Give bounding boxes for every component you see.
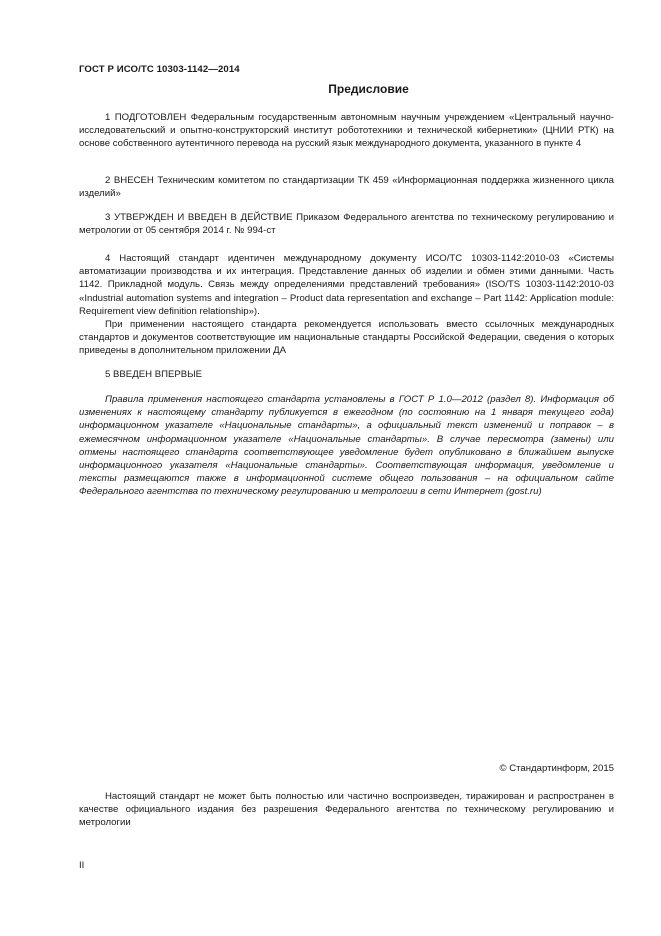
document-code-header: ГОСТ Р ИСО/ТС 10303-1142—2014 <box>79 64 240 75</box>
paragraph-introduced-by: 2 ВНЕСЕН Техническим комитетом по стандартизации ТК 459 «Информационная поддержка жизненного цикла изделий» <box>79 175 614 200</box>
paragraph-application-rules: Правила применения настоящего стандарта установлены в ГОСТ Р 1.0—2012 (раздел 8). Информация об изменениях к настоящему стандарту публикуется в ежегодном (по состоянию на 1 января текущего года) информационном указателе «Национальные стандарты», а официальный текст изменений и поправок – в ежемесячном информационном указателе «Национальные стандарты». В случае пересмотра (замены) или отмены настоящего стандарта соответствующее уведомление будет опубликовано в ближайшем выпуске информационного указателя «Национальные стандарты». Соответствующая информация, уведомление и тексты размещаются также в информационной системе общего пользования – на официальном сайте Федерального агентства по техническому регулированию и метрологии в сети Интернет (gost.ru) <box>79 394 614 498</box>
page-number: II <box>79 860 85 871</box>
paragraph-prepared-by: 1 ПОДГОТОВЛЕН Федеральным государственным автономным научным учреждением «Центральный научно-исследовательский и опытно-конструкторский институт робототехники и технической кибернетики» (ЦНИИ РТК) на основе собственного аутентичного перевода на русский язык международного документа, указанного в пункте 4 <box>79 112 614 150</box>
paragraph-first-introduced: 5 ВВЕДЕН ВПЕРВЫЕ <box>105 369 203 380</box>
paragraph-usage-recommendation: При применении настоящего стандарта рекомендуется использовать вместо ссылочных международных стандартов и документов соответствующие им национальные стандарты Российской Федерации, сведения о которых приведены в дополнительном приложении ДА <box>79 319 614 357</box>
page-title: Предисловие <box>328 82 409 96</box>
page-title-container <box>0 82 661 96</box>
paragraph-approved: 3 УТВЕРЖДЕН И ВВЕДЕН В ДЕЙСТВИЕ Приказом Федерального агентства по техническому регулированию и метрологии от 05 сентября 2014 г. № 994-ст <box>79 212 614 237</box>
paragraph-identical-standard: 4 Настоящий стандарт идентичен международному документу ИСО/ТС 10303-1142:2010-03 «Системы автоматизации производства и их интеграция. Представление данных об изделии и обмен этими данными. Часть 1142. Прикладной модуль. Связь между определениями представлений требования» (ISO/TS 10303-1142:2010-03 «Industrial automation systems and integration – Product data representation and exchange – Part 1142: Application module: Requirement view definition relationship»). <box>79 253 614 317</box>
copyright-notice: © Стандартинформ, 2015 <box>499 763 614 774</box>
reproduction-notice: Настоящий стандарт не может быть полностью или частично воспроизведен, тиражирован и распространен в качестве официального издания без разрешения Федерального агентства по техническому регулированию и метрологии <box>79 791 614 829</box>
